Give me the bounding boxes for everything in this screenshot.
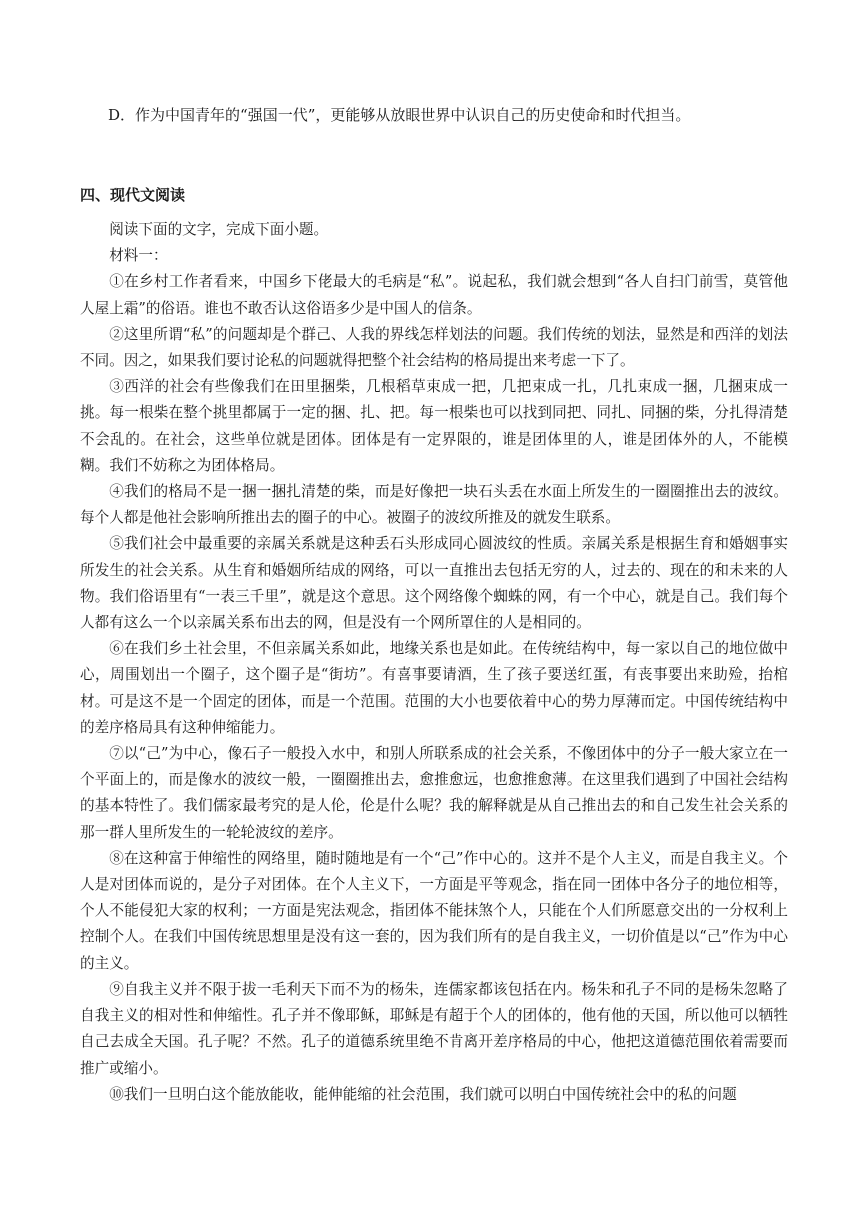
paragraph-6: ⑥在我们乡土社会里，不但亲属关系如此，地缘关系也是如此。在传统结构中，每一家以自己的地位做中心，周围划出一个圈子，这个圈子是“街坊”。有喜事要请酒，生了孩子要送红蛋，有丧事要出来助殓，抬棺材。可是这不是一个固定的团体，而是一个范围。范围的大小也要依着中心的势力厚薄而定。中国传统结构中的差序格局具有这种伸缩能力。 <box>80 640 788 736</box>
paragraph-9: ⑨自我主义并不限于拔一毛利天下而不为的杨朱，连儒家都该包括在内。杨朱和孔子不同的是杨朱忽略了自我主义的相对性和伸缩性。孔子并不像耶稣，耶稣是有超于个人的团体的，他有他的天国，所以他可以牺牲自己去成全天国。孔子呢？不然。孔子的道德系统里绝不肯离开差序格局的中心，他把这道德范围依着需要而推广或缩小。 <box>80 980 788 1077</box>
material-label: 材料一： <box>109 247 168 265</box>
paragraph-8: ⑧在这种富于伸缩性的网络里，随时随地是有一个“己”作中心的。这并不是个人主义，而是自我主义。个人是对团体而说的，是分子对团体。在个人主义下，一方面是平等观念，指在同一团体中各分子的地位相等，个人不能侵犯大家的权利；一方面是宪法观念，指团体不能抹煞个人，只能在个人们所愿意交出的一分权利上控制个人。在我们中国传统思想里是没有这一套的，因为我们所有的是自我主义，一切价值是以“己”作为中心的主义。 <box>80 849 788 972</box>
instruction-text: 阅读下面的文字，完成下面小题。 <box>109 221 329 238</box>
paragraph-5: ⑤我们社会中最重要的亲属关系就是这种丢石头形成同心圆波纹的性质。亲属关系是根据生育和婚姻事实所发生的社会关系。从生育和婚姻所结成的网络，可以一直推出去包括无穷的人，过去的、现在的和未来的人物。我们俗语里有“一表三千里”，就是这个意思。这个网络像个蜘蛛的网，有一个中心，就是自己。我们每个人都有这么一个以亲属关系布出去的网，但是没有一个网所罩住的人是相同的。 <box>80 535 788 632</box>
paragraph-7: ⑦以“己”为中心，像石子一般投入水中，和别人所联系成的社会关系，不像团体中的分子一般大家立在一个平面上的，而是像水的波纹一般，一圈圈推出去，愈推愈远，也愈推愈薄。在这里我们遇到了中国社会结构的基本特性了。我们儒家最考究的是人伦，伦是什么呢？我的解释就是从自己推出去的和自己发生社会关系的那一群人里所发生的一轮轮波纹的差序。 <box>80 745 788 841</box>
paragraph-2: ②这里所谓“私”的问题却是个群己、人我的界线怎样划法的问题。我们传统的划法，显然是和西洋的划法不同。因之，如果我们要讨论私的问题就得把整个社会结构的格局提出来考虑一下了。 <box>80 325 788 370</box>
answer-option-d: D．作为中国青年的“强国一代”，更能够从放眼世界中认识自己的历史使命和时代担当。 <box>108 106 691 124</box>
reading-passage <box>80 217 788 1108</box>
paragraph-4: ④我们的格局不是一捆一捆扎清楚的柴，而是好像把一块石头丢在水面上所发生的一圈圈推出去的波纹。每个人都是他社会影响所推出去的圈子的中心。被圈子的波纹所推及的就发生联系。 <box>80 483 788 527</box>
paragraph-1: ①在乡村工作者看来，中国乡下佬最大的毛病是“私”。说起私，我们就会想到“各人自扫门前雪，莫管他人屋上霜”的俗语。谁也不敢否认这俗语多少是中国人的信条。 <box>80 273 788 317</box>
section-heading: 四、现代文阅读 <box>80 186 186 204</box>
paragraph-10: ⑩我们一旦明白这个能放能收，能伸能缩的社会范围，我们就可以明白中国传统社会中的私的问题 <box>109 1085 737 1103</box>
paragraph-3: ③西洋的社会有些像我们在田里捆柴，几根稻草束成一把，几把束成一扎，几扎束成一捆，几捆束成一挑。每一根柴在整个挑里都属于一定的捆、扎、把。每一根柴也可以找到同把、同扎、同捆的柴，分扎得清楚不会乱的。在社会，这些单位就是团体。团体是有一定界限的，谁是团体里的人，谁是团体外的人，不能模糊。我们不妨称之为团体格局。 <box>80 378 788 474</box>
